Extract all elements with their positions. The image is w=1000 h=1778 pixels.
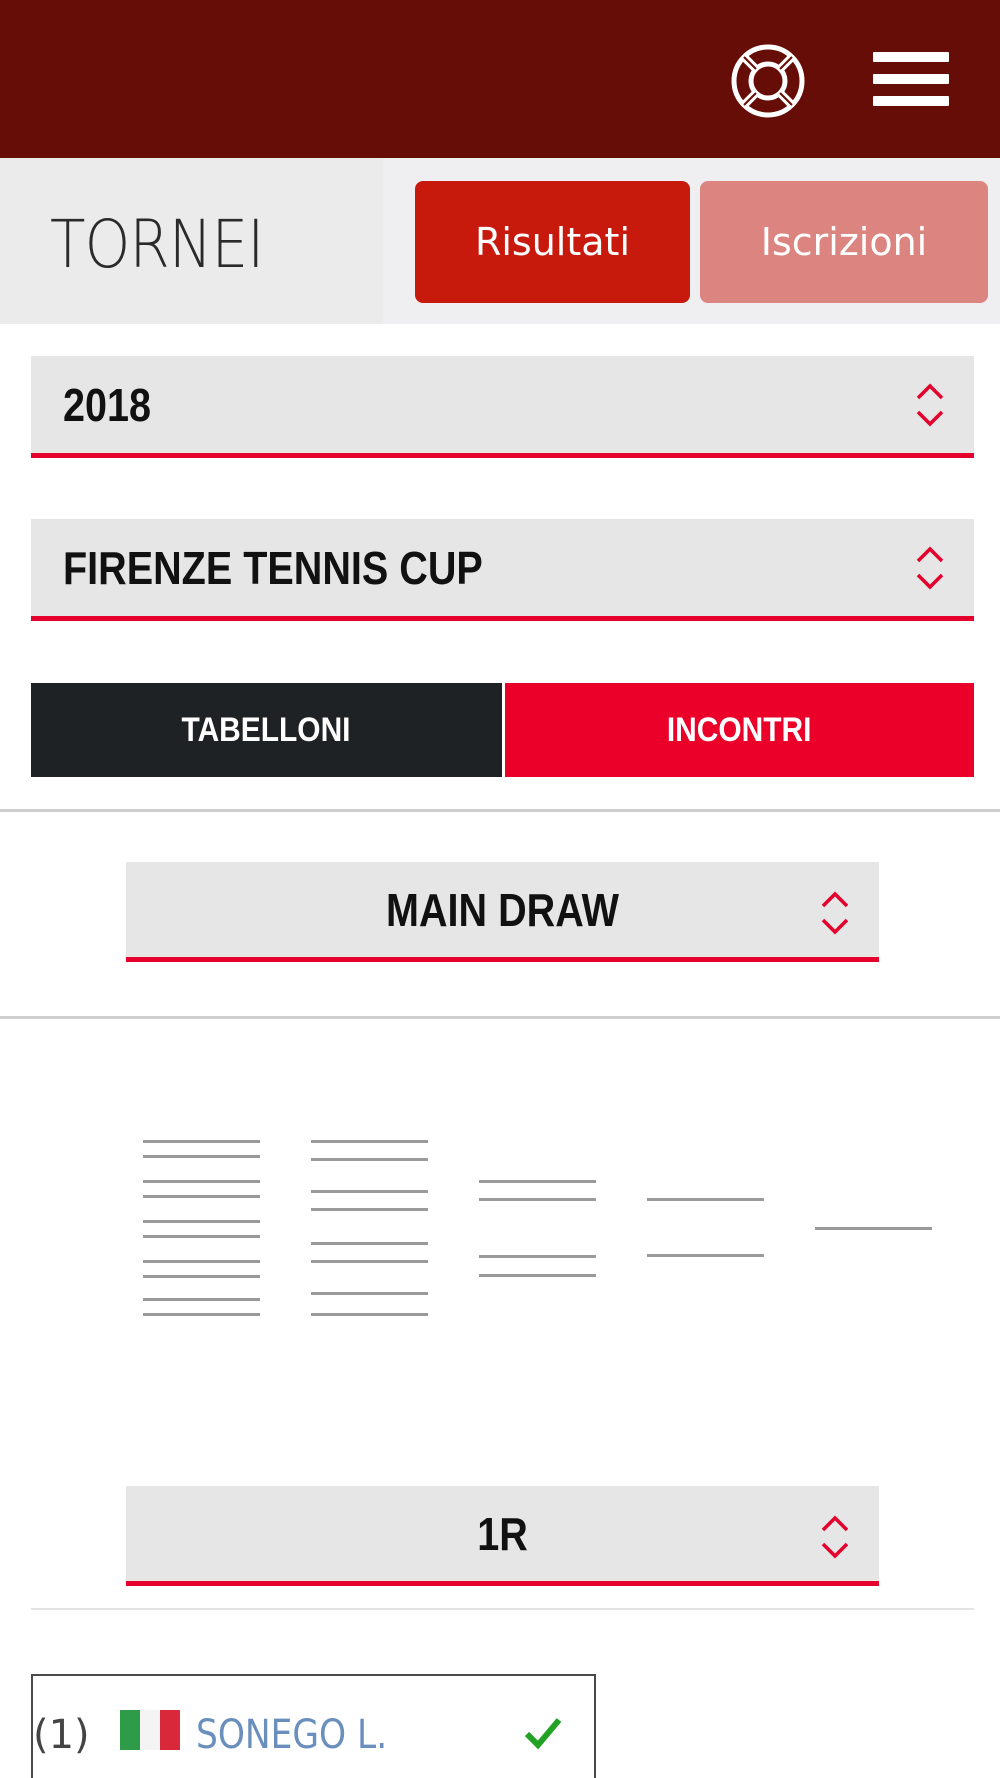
chevron-up-down-icon [914,541,946,595]
tournament-select[interactable] [31,519,974,621]
player-name-link[interactable]: SONEGO L. [196,1712,388,1758]
player-seed: (1) [33,1712,90,1758]
chevron-up-down-icon [819,1510,851,1564]
tab-incontri[interactable] [505,683,974,777]
bracket-line [143,1140,260,1143]
bracket-line [143,1260,260,1263]
bracket-line [311,1260,428,1263]
bracket-line [479,1274,596,1277]
round-select[interactable] [126,1486,879,1586]
bracket-line [311,1190,428,1193]
bracket-line [647,1198,764,1201]
bracket-line [311,1208,428,1211]
app-header [0,0,1000,158]
bracket-line [143,1195,260,1198]
tab-tabelloni[interactable] [31,683,502,777]
tab-risultati[interactable]: Risultati [415,181,690,303]
bracket-line [311,1313,428,1316]
tab-incontri-label: INCONTRI [667,710,812,749]
divider [31,1608,974,1610]
bracket-line [143,1275,260,1278]
hamburger-menu-icon[interactable] [873,52,949,106]
bracket-line [479,1198,596,1201]
bracket-line [647,1254,764,1257]
bracket-line [479,1180,596,1183]
divider [0,1016,1000,1019]
draw-select[interactable] [126,862,879,962]
bracket-line [815,1227,932,1230]
bracket-line [143,1235,260,1238]
year-select[interactable] [31,356,974,458]
tournament-select-value: FIRENZE TENNIS CUP [63,541,483,594]
page-title: TORNEI [50,206,264,283]
tab-tabelloni-label: TABELLONI [182,710,351,749]
lifebuoy-icon[interactable] [730,43,806,119]
italy-flag-icon [120,1710,180,1750]
match-card[interactable] [31,1674,596,1778]
bracket-line [311,1158,428,1161]
bracket-line [311,1242,428,1245]
bracket-line [143,1155,260,1158]
bracket-line [143,1313,260,1316]
chevron-up-down-icon [819,886,851,940]
draw-select-value: MAIN DRAW [386,883,619,936]
bracket-line [143,1298,260,1301]
year-select-value: 2018 [63,378,152,431]
divider [0,809,1000,812]
bracket-line [311,1292,428,1295]
round-navigator[interactable] [0,1100,1000,1340]
bracket-line [143,1220,260,1223]
bracket-line [479,1255,596,1258]
bracket-line [143,1180,260,1183]
chevron-up-down-icon [914,378,946,432]
tab-iscrizioni[interactable]: Iscrizioni [700,181,988,303]
round-select-value: 1R [477,1507,528,1560]
bracket-line [311,1140,428,1143]
checkmark-icon [523,1714,563,1750]
